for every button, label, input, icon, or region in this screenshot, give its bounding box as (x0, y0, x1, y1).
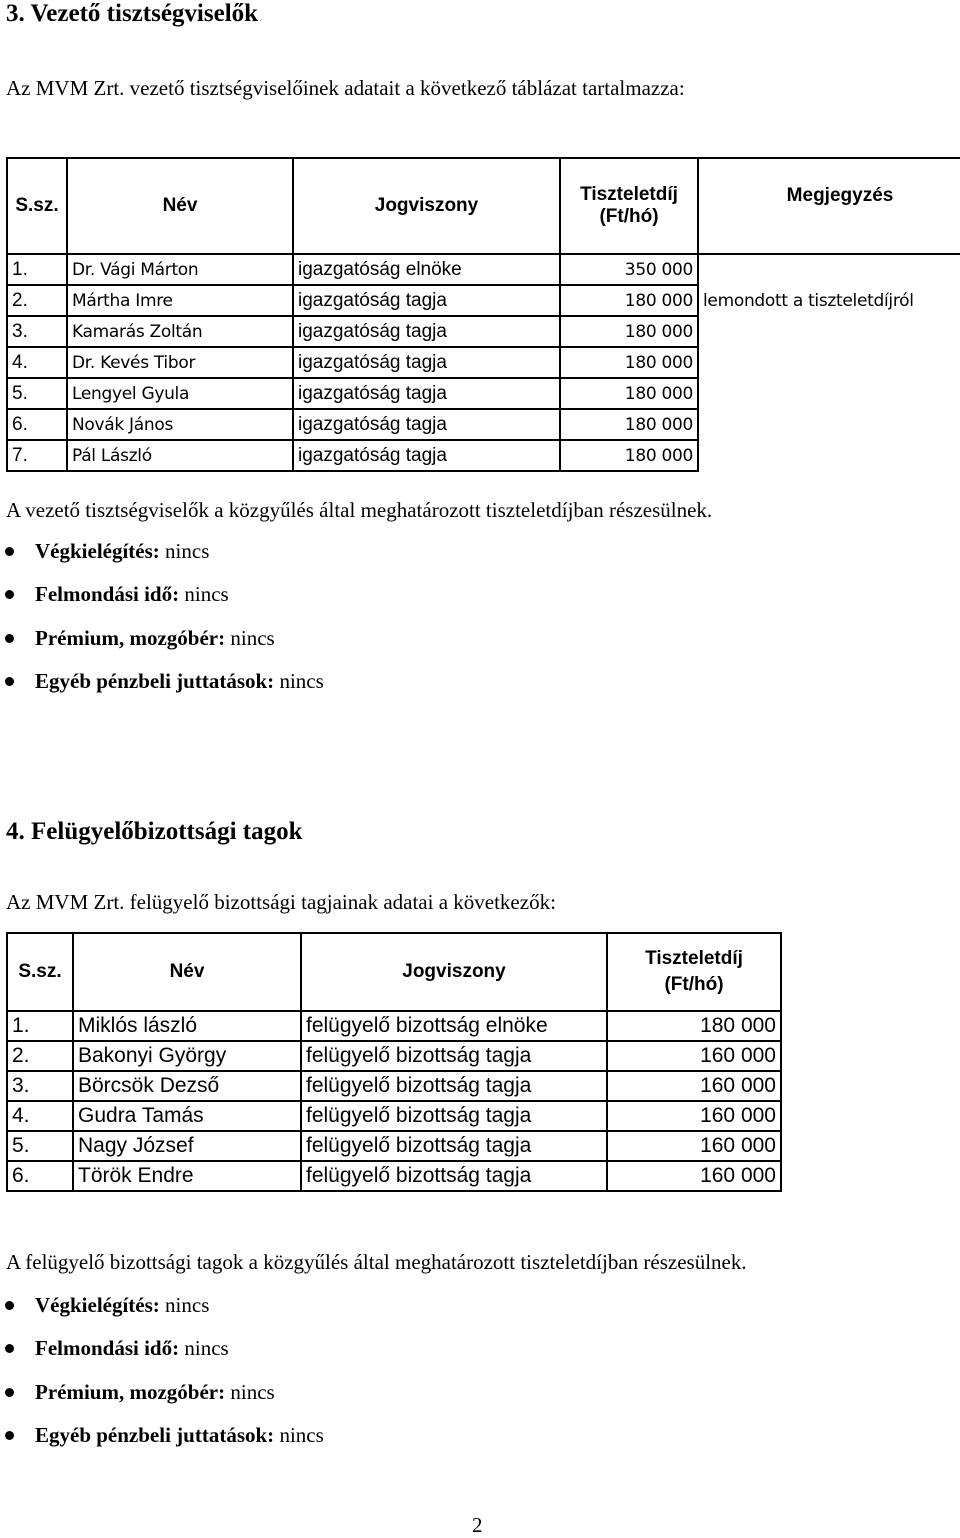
cell-nev: Török Endre (73, 1161, 301, 1191)
cell-jogviszony: igazgatóság elnöke (293, 254, 560, 285)
cell-nev: Kamarás Zoltán (67, 316, 293, 347)
table-row (7, 1161, 781, 1191)
bullet-value: nincs (179, 1336, 229, 1361)
cell-nev: Dr. Kevés Tibor (67, 347, 293, 378)
bullet-value: nincs (159, 539, 210, 563)
bullet-label: Felmondási idő: (35, 1336, 180, 1361)
cell-ssz: 1. (7, 1011, 73, 1041)
cell-tiszteletdij: 180 000 (560, 409, 698, 440)
bullet-icon (5, 677, 14, 686)
cell-ssz: 1. (7, 254, 67, 285)
table-row (7, 1011, 781, 1041)
bullet-icon (5, 1431, 14, 1440)
bullet-label: Végkielégítés: (35, 539, 160, 563)
cell-nev: Gudra Tamás (73, 1101, 301, 1131)
cell-ssz: 5. (7, 378, 67, 409)
section-4-heading: 4. Felügyelőbizottsági tagok (6, 818, 303, 845)
cell-jogviszony: felügyelő bizottság tagja (301, 1041, 607, 1071)
section-3-summary: A vezető tisztségviselők a közgyűlés által meghatározott tiszteletdíjban részesülnek. (6, 498, 713, 522)
cell-jogviszony: igazgatóság tagja (293, 316, 560, 347)
col-header-nev: Név (67, 158, 293, 254)
cell-jogviszony: felügyelő bizottság tagja (301, 1131, 607, 1161)
bullet-value: nincs (179, 582, 229, 607)
cell-tiszteletdij: 180 000 (607, 1011, 781, 1041)
cell-jogviszony: igazgatóság tagja (293, 347, 560, 378)
cell-jogviszony: igazgatóság tagja (293, 409, 560, 440)
cell-nev: Lengyel Gyula (67, 378, 293, 409)
list-item (0, 573, 324, 616)
bullet-label: Prémium, mozgóbér: (35, 1379, 226, 1404)
cell-jogviszony: felügyelő bizottság tagja (301, 1101, 607, 1131)
executives-table (6, 157, 960, 472)
cell-jogviszony: felügyelő bizottság tagja (301, 1161, 607, 1191)
col-header-jogviszony: Jogviszony (301, 933, 607, 1011)
cell-ssz: 4. (7, 347, 67, 378)
bullet-value: nincs (274, 1422, 324, 1447)
bullet-value: nincs (225, 625, 275, 650)
cell-tiszteletdij: 180 000 (560, 440, 698, 471)
cell-ssz: 6. (7, 409, 67, 440)
cell-jogviszony: felügyelő bizottság tagja (301, 1071, 607, 1101)
col-header-ssz: S.sz. (7, 158, 67, 254)
table-header-row (7, 158, 960, 254)
bullet-value: nincs (274, 668, 324, 693)
cell-nev: Novák János (67, 409, 293, 440)
table-row (7, 254, 960, 285)
col-header-tiszteletdij (560, 158, 698, 254)
cell-nev: Mártha Imre (67, 285, 293, 316)
cell-nev: Pál László (67, 440, 293, 471)
cell-nev: Bakonyi György (73, 1041, 301, 1071)
table-row (7, 285, 960, 316)
bullet-icon (5, 1388, 14, 1397)
list-item (0, 1284, 324, 1327)
cell-ssz: 7. (7, 440, 67, 471)
cell-megjegyzes (698, 378, 960, 409)
bullet-icon (5, 547, 14, 556)
col-header-tiszteletdij-line1: Tiszteletdíj (645, 948, 743, 969)
cell-megjegyzes (698, 347, 960, 378)
bullet-icon (5, 1301, 14, 1310)
cell-jogviszony: felügyelő bizottság elnöke (301, 1011, 607, 1041)
cell-ssz: 6. (7, 1161, 73, 1191)
list-item (0, 660, 324, 703)
table-row (7, 440, 960, 471)
cell-ssz: 5. (7, 1131, 73, 1161)
cell-megjegyzes: lemondott a tiszteletdíjról (698, 285, 960, 316)
cell-tiszteletdij: 160 000 (607, 1101, 781, 1131)
section-3-bullet-list (0, 530, 324, 703)
cell-jogviszony: igazgatóság tagja (293, 285, 560, 316)
table-header-row (7, 933, 781, 1011)
bullet-icon (5, 590, 14, 599)
list-item (0, 617, 324, 660)
col-header-tiszteletdij-line2: (Ft/hó) (599, 206, 659, 227)
section-4-summary: A felügyelő bizottsági tagok a közgyűlés által meghatározott tiszteletdíjban részesülnek. (6, 1250, 747, 1274)
cell-tiszteletdij: 180 000 (560, 316, 698, 347)
cell-tiszteletdij: 160 000 (607, 1131, 781, 1161)
cell-nev: Börcsök Dezső (73, 1071, 301, 1101)
supervisory-board-table (6, 932, 782, 1192)
col-header-tiszteletdij-line1: Tiszteletdíj (580, 184, 678, 205)
table-row (7, 1101, 781, 1131)
bullet-icon (5, 634, 14, 643)
table-row (7, 1131, 781, 1161)
bullet-label: Felmondási idő: (35, 582, 180, 607)
cell-tiszteletdij: 160 000 (607, 1161, 781, 1191)
section-4-bullet-list (0, 1284, 324, 1457)
cell-nev: Nagy József (73, 1131, 301, 1161)
list-item (0, 1371, 324, 1414)
cell-ssz: 2. (7, 1041, 73, 1071)
col-header-megjegyzes: Megjegyzés (698, 158, 960, 254)
table-row (7, 316, 960, 347)
bullet-label: Egyéb pénzbeli juttatások: (35, 668, 275, 693)
list-item (0, 530, 324, 573)
cell-megjegyzes (698, 440, 960, 471)
section-3-intro: Az MVM Zrt. vezető tisztségviselőinek adatait a következő táblázat tartalmazza: (6, 76, 685, 100)
col-header-tiszteletdij-line2: (Ft/hó) (664, 974, 724, 995)
cell-tiszteletdij: 180 000 (560, 378, 698, 409)
section-4-intro: Az MVM Zrt. felügyelő bizottsági tagjainak adatai a következők: (6, 890, 556, 914)
list-item (0, 1327, 324, 1370)
cell-megjegyzes (698, 316, 960, 347)
cell-ssz: 2. (7, 285, 67, 316)
bullet-value: nincs (225, 1379, 275, 1404)
cell-tiszteletdij: 160 000 (607, 1071, 781, 1101)
cell-jogviszony: igazgatóság tagja (293, 378, 560, 409)
table-row (7, 347, 960, 378)
col-header-jogviszony: Jogviszony (293, 158, 560, 254)
table-row (7, 378, 960, 409)
list-item (0, 1414, 324, 1457)
col-header-nev: Név (73, 933, 301, 1011)
table-row (7, 409, 960, 440)
page-number: 2 (472, 1513, 483, 1537)
cell-nev: Miklós lászló (73, 1011, 301, 1041)
cell-tiszteletdij: 180 000 (560, 285, 698, 316)
bullet-label: Végkielégítés: (35, 1293, 160, 1317)
cell-tiszteletdij: 160 000 (607, 1041, 781, 1071)
bullet-value: nincs (159, 1293, 210, 1317)
cell-ssz: 3. (7, 316, 67, 347)
col-header-ssz: S.sz. (7, 933, 73, 1011)
cell-ssz: 3. (7, 1071, 73, 1101)
cell-megjegyzes (698, 409, 960, 440)
cell-tiszteletdij: 180 000 (560, 347, 698, 378)
cell-megjegyzes (698, 254, 960, 285)
cell-nev: Dr. Vági Márton (67, 254, 293, 285)
cell-ssz: 4. (7, 1101, 73, 1131)
bullet-icon (5, 1344, 14, 1353)
table-row (7, 1041, 781, 1071)
cell-tiszteletdij: 350 000 (560, 254, 698, 285)
bullet-label: Prémium, mozgóbér: (35, 625, 226, 650)
cell-jogviszony: igazgatóság tagja (293, 440, 560, 471)
section-3-heading: 3. Vezető tisztségviselők (6, 0, 259, 27)
bullet-label: Egyéb pénzbeli juttatások: (35, 1422, 275, 1447)
table-row (7, 1071, 781, 1101)
col-header-tiszteletdij (607, 933, 781, 1011)
